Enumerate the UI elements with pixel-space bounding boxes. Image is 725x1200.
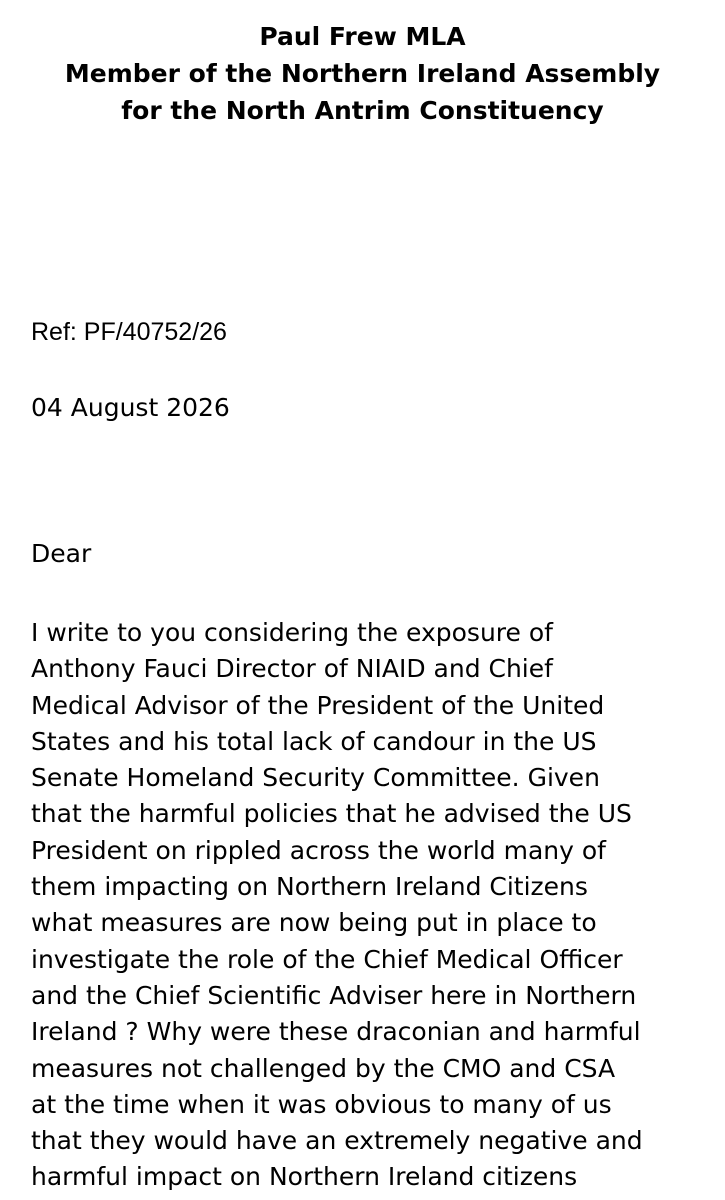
body-line: that the harmful policies that he advised the US [31, 799, 632, 829]
sender-title: Member of the Northern Ireland Assembly [64, 59, 661, 88]
body-line: Anthony Fauci Director of NIAID and Chief [31, 654, 553, 684]
body-line: States and his total lack of candour in the US [31, 726, 597, 756]
body-line: Senate Homeland Security Committee. Given [31, 763, 600, 793]
letter-body [31, 615, 711, 1196]
body-line: President on rippled across the world many of [31, 835, 606, 865]
body-line: what measures are now being put in place to [31, 908, 597, 938]
body-line: Medical Advisor of the President of the United [31, 690, 605, 720]
body-line: I write to you considering the exposure of [31, 618, 553, 647]
body-line: that they would have an extremely negative and [31, 1126, 643, 1156]
body-line: Ireland ? Why were these draconian and harmful [31, 1017, 641, 1047]
body-line: at the time when it was obvious to many of us [31, 1089, 612, 1119]
body-line: them impacting on Northern Ireland Citizens [31, 872, 588, 902]
body-line: harmful impact on Northern Ireland citizens [31, 1162, 578, 1192]
sender-constituency: for the North Antrim Constituency [121, 96, 604, 125]
body-line: and the Chief Scientific Adviser here in Northern [31, 980, 637, 1010]
body-line: measures not challenged by the CMO and CSA [31, 1053, 616, 1083]
letterhead [0, 18, 725, 129]
salutation: Dear [31, 539, 92, 568]
letter-date: 04 August 2026 [31, 393, 230, 422]
reference-number: Ref: PF/40752/26 [31, 318, 227, 346]
body-line: investigate the role of the Chief Medical Officer [31, 944, 623, 974]
sender-name: Paul Frew MLA [259, 22, 466, 51]
